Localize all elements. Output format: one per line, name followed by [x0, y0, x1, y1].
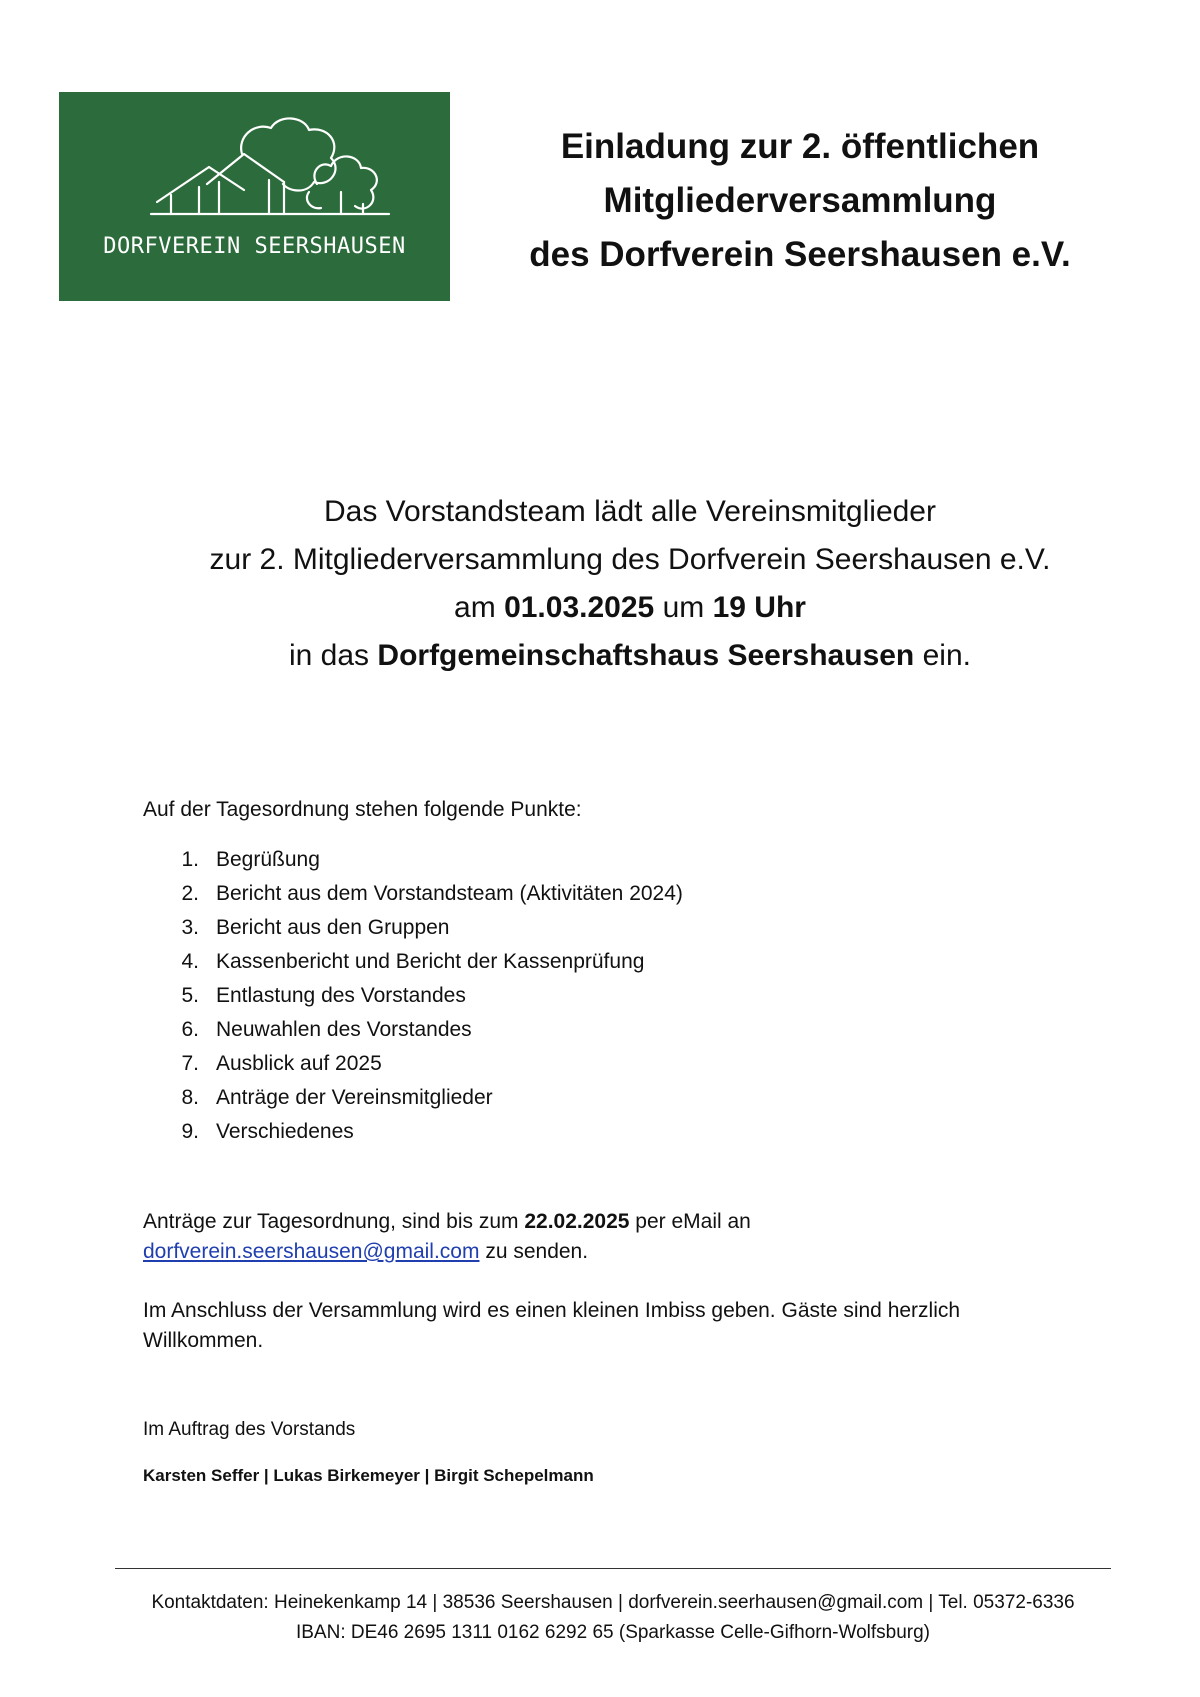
- title-line: Mitgliederversammlung: [603, 181, 997, 220]
- agenda-text: Begrüßung: [216, 848, 320, 871]
- invitation-venue-line: [100, 632, 1160, 680]
- agenda-number: 5.: [181, 984, 199, 1007]
- agenda-number: 7.: [181, 1052, 199, 1075]
- dorfverein-logo: [59, 92, 450, 301]
- text: am: [454, 591, 496, 624]
- agenda-number: 2.: [181, 882, 199, 905]
- agenda-item: [143, 911, 683, 945]
- village-tree-icon: [59, 92, 450, 301]
- signature-intro: Im Auftrag des Vorstands: [143, 1419, 356, 1440]
- agenda-number: 4.: [181, 950, 199, 973]
- agenda-text: Bericht aus den Gruppen: [216, 916, 450, 939]
- agenda-number: 1.: [181, 848, 199, 871]
- footer: [60, 1588, 1166, 1648]
- text: per eMail an: [635, 1210, 751, 1233]
- footer-contact: Kontaktdaten: Heinekenkamp 14 | 38536 Seershausen | dorfverein.seerhausen@gmail.com | Tel. 05372-6336: [151, 1592, 1075, 1613]
- agenda-number: 8.: [181, 1086, 199, 1109]
- email-link[interactable]: dorfverein.seershausen@gmail.com: [143, 1240, 480, 1263]
- motions-deadline: 22.02.2025: [524, 1210, 630, 1233]
- snack-paragraph: [143, 1296, 1093, 1356]
- signature-names: Karsten Seffer | Lukas Birkemeyer | Birgit Schepelmann: [143, 1466, 594, 1485]
- title-line: des Dorfverein Seershausen e.V.: [529, 235, 1071, 274]
- agenda-item: [143, 1047, 683, 1081]
- invitation-line: Das Vorstandsteam lädt alle Vereinsmitglieder: [324, 495, 936, 528]
- agenda-item: [143, 1013, 683, 1047]
- title-line: Einladung zur 2. öffentlichen: [560, 127, 1040, 166]
- agenda-text: Ausblick auf 2025: [216, 1052, 382, 1075]
- text: Anträge zur Tagesordnung, sind bis zum: [143, 1210, 519, 1233]
- text: ein.: [922, 639, 971, 672]
- agenda-item: [143, 877, 683, 911]
- agenda-item: [143, 843, 683, 877]
- agenda-item: [143, 1081, 683, 1115]
- agenda-text: Kassenbericht und Bericht der Kassenprüfung: [216, 950, 645, 973]
- footer-bank: IBAN: DE46 2695 1311 0162 6292 65 (Sparkasse Celle-Gifhorn-Wolfsburg): [295, 1622, 931, 1643]
- agenda-list: [143, 843, 683, 1149]
- motions-paragraph: [143, 1207, 1093, 1267]
- agenda-intro: Auf der Tagesordnung stehen folgende Punkte:: [143, 798, 582, 821]
- agenda-number: 9.: [181, 1120, 199, 1143]
- text: Willkommen.: [143, 1329, 264, 1352]
- agenda-number: 6.: [181, 1018, 199, 1041]
- agenda-item: [143, 945, 683, 979]
- agenda-text: Neuwahlen des Vorstandes: [216, 1018, 472, 1041]
- meeting-time: 19 Uhr: [712, 591, 806, 624]
- invitation-date-line: [100, 584, 1160, 632]
- meeting-venue: Dorfgemeinschaftshaus Seershausen: [377, 639, 915, 672]
- agenda-text: Entlastung des Vorstandes: [216, 984, 466, 1007]
- meeting-date: 01.03.2025: [504, 591, 655, 624]
- agenda-text: Bericht aus dem Vorstandsteam (Aktivitäten 2024): [216, 882, 683, 905]
- text: Im Anschluss der Versammlung wird es einen kleinen Imbiss geben. Gäste sind herzlich: [143, 1299, 961, 1322]
- agenda-text: Anträge der Vereinsmitglieder: [216, 1086, 493, 1109]
- page-title: [500, 120, 1100, 282]
- agenda-text: Verschiedenes: [216, 1120, 354, 1143]
- agenda-number: 3.: [181, 916, 199, 939]
- logo-text: DORFVEREIN SEERSHAUSEN: [103, 234, 406, 259]
- invitation-text: [100, 488, 1160, 680]
- footer-divider: [115, 1568, 1111, 1569]
- text: um: [662, 591, 705, 624]
- agenda-item: [143, 1115, 683, 1149]
- agenda-item: [143, 979, 683, 1013]
- text: in das: [289, 639, 370, 672]
- text: zu senden.: [485, 1240, 589, 1263]
- invitation-line: zur 2. Mitgliederversammlung des Dorfverein Seershausen e.V.: [209, 543, 1051, 576]
